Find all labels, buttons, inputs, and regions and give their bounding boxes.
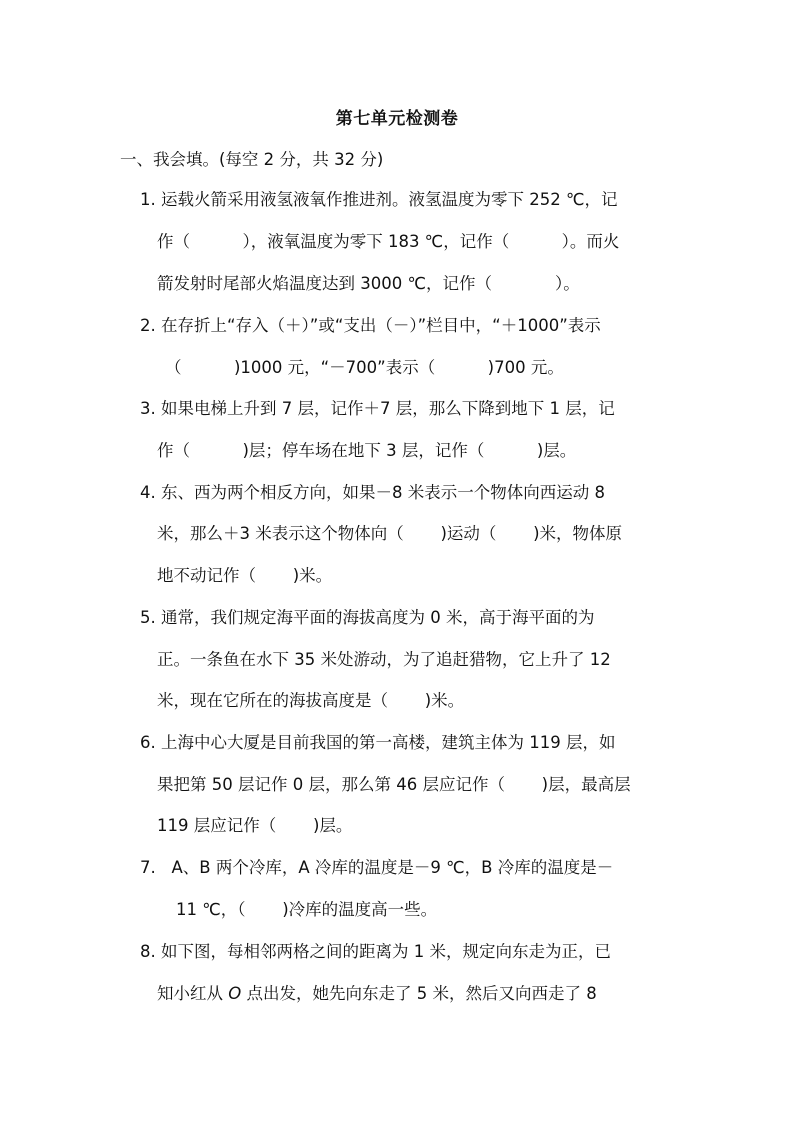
- question-3-line-1: 3. 如果电梯上升到 7 层，记作＋7 层，那么下降到地下 1 层，记: [140, 399, 615, 418]
- question-8-line-1: 8. 如下图，每相邻两格之间的距离为 1 米，规定向东走为正，已: [140, 942, 611, 961]
- page-title: 第七单元检测卷: [335, 109, 459, 129]
- question-1-line-3: 箭发射时尾部火焰温度达到 3000 ℃，记作（ ）。: [157, 274, 580, 293]
- question-5-line-2: 正。一条鱼在水下 35 米处游动，为了追赶猎物，它上升了 12: [157, 650, 611, 669]
- question-5-line-1: 5. 通常，我们规定海平面的海拔高度为 0 米，高于海平面的为: [140, 608, 595, 627]
- question-2-line-1: 2. 在存折上“存入（＋）”或“支出（－）”栏目中，“＋1000”表示: [140, 316, 601, 335]
- question-4-line-3: 地不动记作（ )米。: [157, 566, 333, 585]
- question-5-line-3: 米，现在它所在的海拔高度是（ )米。: [157, 691, 465, 710]
- section-heading: 一、我会填。(每空 2 分，共 32 分): [120, 150, 384, 169]
- question-8-line-2: 知小红从 O 点出发，她先向东走了 5 米，然后又向西走了 8: [157, 984, 597, 1003]
- question-6-line-3: 119 层应记作（ )层。: [157, 816, 353, 835]
- question-7-line-1: 7. A、B 两个冷库，A 冷库的温度是－9 ℃，B 冷库的温度是－: [140, 858, 614, 877]
- question-1-line-2: 作（ ），液氧温度为零下 183 ℃，记作（ ）。而火: [157, 232, 620, 251]
- question-1-line-1: 1. 运载火箭采用液氢液氧作推进剂。液氢温度为零下 252 ℃，记: [140, 190, 618, 209]
- question-6-line-1: 6. 上海中心大厦是目前我国的第一高楼，建筑主体为 119 层，如: [140, 733, 616, 752]
- point-o-label: O: [228, 984, 242, 1003]
- question-4-line-1: 4. 东、西为两个相反方向，如果－8 米表示一个物体向西运动 8: [140, 483, 605, 502]
- question-4-line-2: 米，那么＋3 米表示这个物体向（ )运动（ )米，物体原: [157, 524, 623, 543]
- question-7-line-2: 11 ℃，（ )冷库的温度高一些。: [176, 900, 438, 919]
- question-6-line-2: 果把第 50 层记作 0 层，那么第 46 层应记作（ )层，最高层: [157, 775, 631, 794]
- question-3-line-2: 作（ )层；停车场在地下 3 层，记作（ )层。: [157, 441, 577, 460]
- question-2-line-2: （ )1000 元，“－700”表示（ )700 元。: [165, 358, 564, 377]
